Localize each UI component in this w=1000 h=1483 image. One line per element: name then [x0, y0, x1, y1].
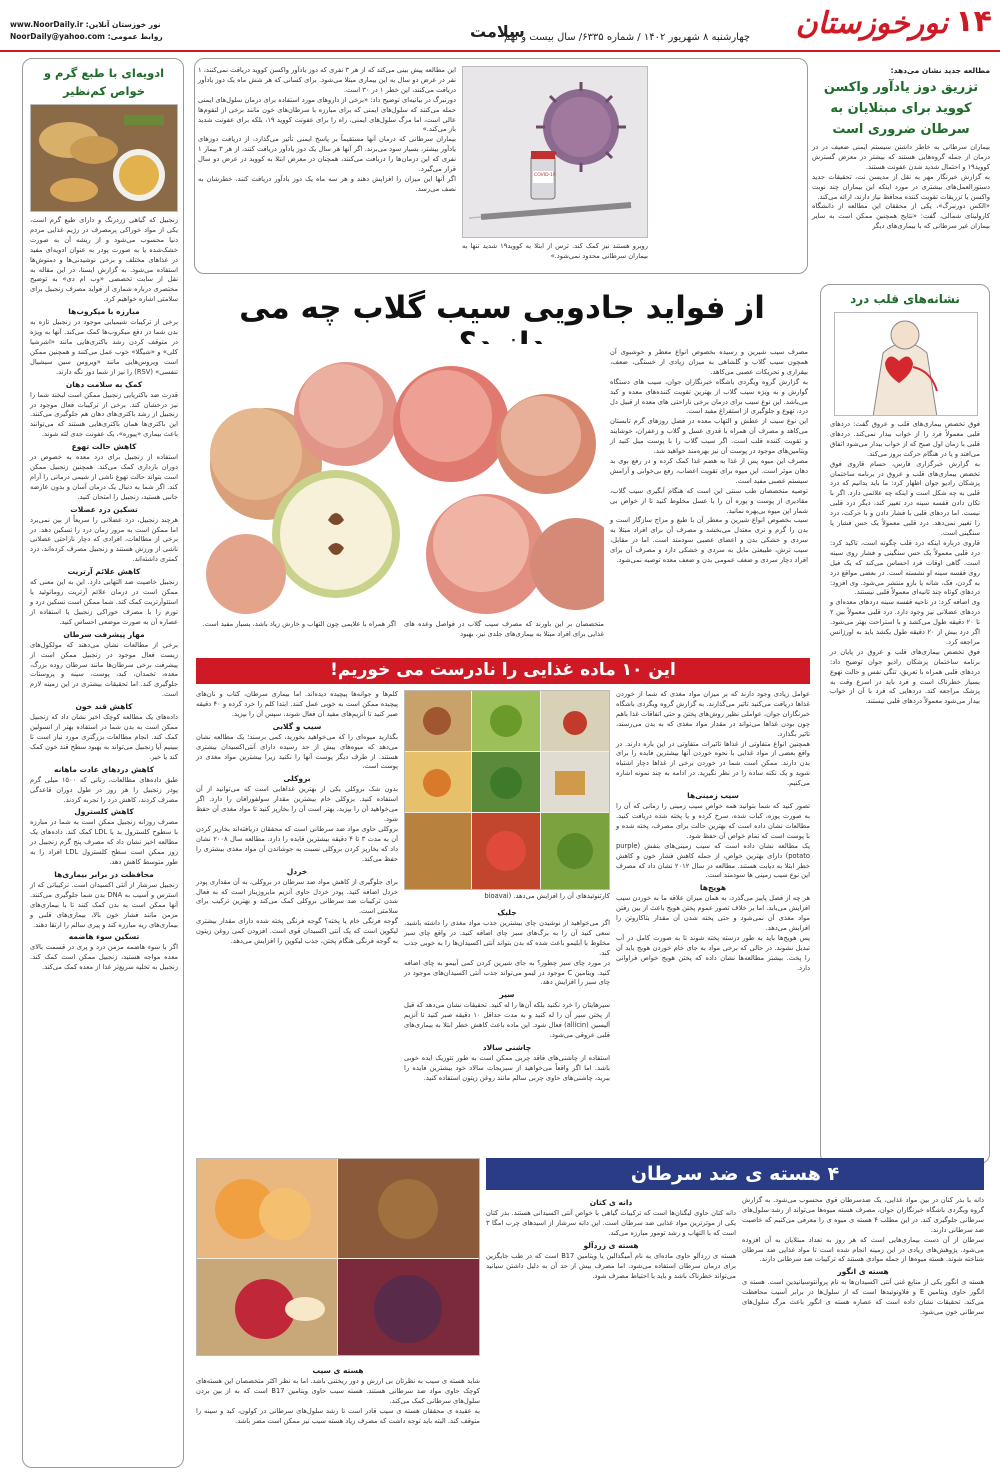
spices-paragraph: استفاده از زنجبیل برای درد معده به خصوص در دوران بارداری کمک می‌کند. همچنین زنجبیل ممکن است بتواند حالت تهوع ناشی از شیمی درمانی را آرام کند. اگر شما به دنبال یک درمان آسان و بدون عارضه جانبی هستید، زنجبیل را امتحان کنید.	[30, 453, 178, 501]
covid-headline: تزریق دوز یادآور واکسن کووید برای مبتلایان به سرطان ضروری است	[823, 80, 979, 137]
foods-paragraph: همچنین انواع متفاوتی از غذاها تاثیرات متفاوتی در این باره دارند. در واقع بعضی از مواد غذایی با نحوه خوردن آنها بیشترین فایده را برای بدن دارند. ممکن است شما در خوردن برخی از غذاها دچار اشتباه شوید و یک نکته ساده را در نظر نگیرید. در ادامه به چند نمونه اشاره می‌کنیم.	[616, 739, 810, 788]
foods-subheading: هویج‌ها	[699, 883, 727, 893]
cancer-headline: ۴ هسته ی ضد سرطان	[630, 1163, 840, 1185]
covid-col1	[812, 66, 990, 232]
foods-paragraph: بدون شک بروکلی یکی از بهترین غذاهایی است که می‌توانید از آن استفاده کنید. بروکلی خام بیشترین مقدار سولفورافان را دارد. اگر می‌خواهید آن را بپزید، بهتر است آن را بخارپز کنید تا مواد مغذی آن حفظ شود.	[196, 785, 398, 824]
cancer-paragraph: به عقیده ی محققان هسته ی سیب قادر است تا رشد سلول‌های سرطانی در کولون، کبد و سینه را متوقف کند. البته باید توجه داشت که مصرف زیاد هسته سیب نیز ممکن است مضر باشد.	[196, 1406, 480, 1425]
spices-subheading: کاهش قند خون	[75, 702, 133, 712]
cancer-paragraph: دانه یا بذر کتان در بین مواد غذایی، یک ضدسرطان قوی محسوب می‌شود. به گزارش گروه ویگردی باشگاه خبرنگاران جوان، مصرف هسته میوه‌ها می‌تواند از رشد سلول‌های سرطانی جلوگیری کند. در این مطلب ۴ هسته ی میوه ی را معرفی می‌کنیم که خاصیت ضد سرطانی دارند.	[742, 1196, 984, 1234]
spices-paragraph: هرچند زنجبیل، درد عضلانی را سریعاً از بین نمی‌برد اما ممکن است به مرور زمان درد را تسکین دهد. در برخی از مطالعات، افرادی که دچار ناراحتی عضلانی ناشی از ورزش هستند و زنجبیل مصرف کرده‌اند، درد کمتری داشته‌اند.	[30, 515, 178, 564]
covid-paragraph: اگر آنها این میزان را افزایش دهند و هر سه ماه یک دوز یادآور دریافت کنند، خطرشان به نصف می‌رسد.	[198, 174, 456, 193]
covid-paragraph: بیماران سرطانی به خاطر داشتن سیستم ایمنی ضعیف در در درمان از جمله گروه‌هایی هستند که بیشتر در معرض گسترش کووید۱۹ و احتمال شدید شدن عفونت هستند.	[812, 143, 990, 171]
section-title: سلامت	[470, 22, 525, 41]
spices-paragraph: برخی از مطالعات نشان می‌دهند که مولکول‌های زیست فعال موجود در زنجبیل ممکن است از پیشرفت برخی سرطان‌ها مانند سرطان روده بزرگ، معده، تخمدان، کبد، پوست، سینه و پروستات جلوگیری کند. اما تحقیقات بیشتری در این زمینه لازم است.	[30, 640, 178, 699]
covid-paragraph: بیماران سرطانی که درمان آنها مستقیماً بر پاسخ ایمنی تأثیر می‌گذارد، از دریافت دوزهای یادآور بیشتر، بسیار سود می‌برند. اگر آنها هر سال یک دوز یادآور دریافت کنند، از هر ۳ بیمار ۱ نفری که این درمان‌ها را دریافت می‌کنند، همچنان در معرض ابتلا به کووید در عرض دو سال قرار می‌گیرد.	[198, 135, 456, 174]
cancer-paragraph: هسته ی انگور یکی از منابع غنی آنتی اکسیدان‌ها به نام پروآنتوسیانیدین است. هسته ی انگور حاوی ویتامین E و فلاونوئیدها است که از سلول‌ها در برابر آسیب محافظت می‌کند. تحقیقات نشان داده است که عصاره هسته ی انگور باعث مرگ سلول‌های سرطانی خون می‌شود.	[742, 1278, 984, 1317]
seeds-collage-illustration	[196, 1159, 479, 1356]
spices-paragraph: برخی از ترکیبات شیمیایی موجود در زنجبیل تازه به بدن شما در دفع میکروب‌ها کمک می‌کند. آنها به ویژه در متوقف کردن رشد باکتری‌هایی مانند «اشرشیا کلی» و «شیگلا» خوب عمل می‌کنند و همچنین ممکن است ویروس‌هایی مانند «ویروس سین سیشیال تنفسی» (RSV) را نیز از شما دور نگه دارند.	[30, 318, 178, 376]
foods-headline: این ۱۰ ماده غذایی را نادرست می خوریم!	[330, 660, 676, 680]
apple-paragraph: سیب بخصوص انواع شیرین و معطر آن با طبع و مزاج سازگار است و بدن را گرم و تری معتدل می‌بخشد و مصرف آن برای افراد مبتلا به سردی و خشکی بدن و اعضای عصبی سودمند است. اما در مقابل، سیب ترش، طبیعتی مایل به سردی و خشکی دارد و مصرف آن برای افراد دچار سردی و ضعف عمومی بدن و ضعف معده توصیه نمی‌شود.	[610, 516, 808, 565]
foods-image	[404, 690, 610, 890]
newspaper-logo: نورخوزستان	[795, 6, 948, 41]
foods-subheading: جلبک	[497, 908, 517, 917]
spices-subheading: مهار پیشرفت سرطان	[63, 629, 145, 639]
covid-col2	[198, 66, 456, 195]
foods-paragraph: هر چه از فصل پاییز می‌گذرد، به همان میزان علاقه ما به خوردن سیب افزایش می‌یابد. اما بر خلاف تصور عموم پختن هویج باعث از بین رفتن مواد مغذی آن نمی‌شود و حتی پخته شدن آن مقدار بتاکاروتن را افزایش می‌دهد.	[616, 894, 810, 933]
heart-paragraph: به گزارش خبرگزاری فارس، حسام قاروی فوق تخصص بیماری‌های قلب و عروق در برنامه ساختمان پزشکان رادیو جوان اظهار کرد: ما باید بدانیم که درد قلبی به چه شکل است و اینکه چه علائمی دارد. اگر با تکان دادن قفسه سینه درد تغییر کند، دیگر درد قلبی نیست. اما دردهای قلبی با فشار دادن و با حرکت، درد را تغییر نمی‌دهد. درد قلبی معمولاً یک حس فشار یا سنگینی است.	[830, 459, 980, 537]
heart-paragraph: وی اضافه کرد: در ناحیه قفسه سینه دردهای معده‌ای و دردهای عضلانی نیز وجود دارد. درد قلبی معمولاً بین ۲ تا ۲۰ دقیقه طول می‌کشد و با استراحت بهتر می‌شود. اگر درد بیش از ۲۰ دقیقه طول بکشد باید به اورژانس مراجعه کرد.	[830, 598, 980, 646]
ginger-image	[30, 104, 178, 212]
foods-paragraph: برای جلوگیری از کاهش مواد ضد سرطان در بروکلی، به آن مقداری پودر خردل اضافه کنید. پودر خردل حاوی آنزیم مایروزیناز است که به فعال شدن ترکیبات ضد سرطانی بروکلی کمک می‌کند و بهترین ترکیب برای سلامتی است.	[196, 877, 398, 916]
spices-subheading: تسکین سوء هاضمه	[68, 932, 140, 942]
foods-subheading: سیب و گلابی	[272, 721, 322, 731]
apple-paragraph: مصرف سیب شیرین و رسیده بخصوص انواع معطر و خوشبوی آن همچون سیب گلاب و گلشاهی به میزان زیادی از خستگی، ضعف، بیقراری و تحریکات عصبی می‌کاهد.	[610, 348, 808, 376]
foods-paragraph: تصور کنید که شما بتوانید همه خواص سیب زمینی را زمانی که آن را به صورت پوره، کباب شده، سرخ کرده و یا پخته شده دریافت کنید. مطالعات نشان داده است که بهترین حالت برای مصرف، پخته شده و با پوست است که تمام خواص آن حفظ شود.	[616, 802, 810, 840]
foods-paragraph: بروکلی حاوی مواد ضد سرطانی است که محققان دریافته‌اند بخارپز کردن آن به مدت ۳ تا ۴ دقیقه بیشترین فایده را دارد. مطالعه سال ۲۰۰۸ نشان داد که بخارپز کردن بروکلی نسبت به جوشاندن آن مواد مغذی بیشتری را حفظ می‌کند.	[196, 824, 399, 863]
apple-paragraph: به گزارش گروه ویگردی باشگاه خبرنگاران جوان، سیب های دستگاه گوارش و به ویژه سیب گلاب از بهترین تقویت کننده‌های معده و کبد می‌باشد. این نوع سیب برای درمان برخی ناراحتی های معده از قبیل دل درد، تهوع و جلوگیری از استفراغ مفید است.	[610, 377, 808, 416]
spices-paragraph: قدرت ضد باکتریایی زنجبیل ممکن است لبخند شما را نیز درخشان کند. برخی از ترکیبات فعال موجود در زنجبیل از رشد باکتری‌های دهان هم جلوگیری می‌کنند. این باکتری‌ها همان باکتری‌هایی هستند که می‌توانند باعث بیماری «پیوره»، یک عفونت جدی لثه شوند.	[30, 390, 178, 439]
apple-paragraph: مصرف این میوه پس از غذا به هضم غذا کمک کرده و در رفع بوی بد دهان موثر است. این میوه برای تقویت اعصاب، رفع بی‌خوابی و آرامش سیستم عصبی مفید است.	[610, 456, 808, 485]
foods-paragraph: یک مطالعه نشان داده است که سیب زمینی‌های بنفش (purple potato) دارای بهترین خواص، از جمله کاهش فشار خون و کاهش خطر ابتلا به دیابت هستند. مطالعه در سال ۲۰۱۲ نشان داد که مصرف این نوع سیب زمینی ها سودمند است.	[616, 841, 811, 880]
spices-paragraph: اگر با سوء هاضمه مزمن درد و پری در قسمت بالای معده مواجه هستید، زنجبیل ممکن است کمک کند. زنجبیل به تخلیه سریع‌تر غذا از معده کمک می‌کند.	[30, 943, 178, 972]
heart-paragraph: فوق تخصص بیماری‌های قلب و عروق گفت: دردهای قلبی معمولاً فرد را از خواب بیدار نمی‌کند. دردهای قلبی با زمان اول صبح که از خواب بیدار می‌شود اتفاق می‌افتد و یا در هنگام حرکت بروز می‌کند.	[830, 420, 980, 458]
heart-paragraph: قاروی درباره اینکه درد قلب چگونه است، تاکید کرد: درد قلبی معمولاً یک حس سنگینی و فشار روی سینه است. گاهی اوقات فرد احساس می‌کند که یک فیل روی قفسه سینه او نشسته است. در بعضی مواقع درد به گردن، فک، شانه یا بازو منتشر می‌شود. وی افزود: دردهای کوتاه چند ثانیه‌ای معمولاً قلبی نیستند.	[830, 538, 980, 597]
foods-col3	[196, 690, 398, 947]
foods-col2	[404, 906, 610, 1084]
cancer-subheading: هسته ی سیب	[312, 1366, 364, 1375]
spices-headline: ادویه‌ای با طبع گرم و خواص کم‌نظیر	[43, 66, 165, 98]
heart-article	[820, 284, 990, 1164]
foods-paragraph: گوجه فرنگی خام یا پخته؟ گوجه فرنگی پخته شده دارای مقدار بیشتری لیکوپن است که یک آنتی اکسیدان قوی است. افزودن کمی روغن زیتون به گوجه فرنگی هنگام پختن، جذب لیکوپن را افزایش می‌دهد.	[196, 917, 398, 946]
covid-paragraph: این مطالعه پیش بینی می‌کند که از هر ۳ نفری که دوز یادآور واکسن کووید دریافت نمی‌کنند، ۱ نفر در عرض دو سال به این بیماری مبتلا می‌شود. برای کسانی که هر شش ماه یک دوز یادآور دریافت می‌کنند، این خطر ۱ در ۳۰ است.	[198, 66, 457, 94]
foods-collage-illustration	[404, 691, 609, 890]
foods-paragraph: کلم‌ها و جوانه‌ها پیچیده دیده‌اند. اما بیماری سرطان، کتاب و نان‌های پیچیده ممکن است به خوبی عمل کنند. ابتدا کلم را خرد کرده و ۴۰ دقیقه صبر کنید تا آنزیم‌های مفید آن فعال شوند، سپس آن را بپزید.	[196, 690, 398, 718]
foods-paragraph: در مورد چای سبز چطور؟ به جای شیرین کردن کمی آبیمو به چای اضافه کنید. ویتامین C موجود در لیمو می‌تواند جذب آنتی اکسیدان‌های موجود در چای سبز را افزایش دهد.	[404, 958, 610, 987]
apple-caption: اگر همراه با علایمی چون التهاب و خارش زیاد باشد، بسیار مفید است.	[202, 620, 396, 628]
spices-subheading: محافظت در برابر بیماری‌ها	[54, 869, 154, 879]
foods-subheading: سیر	[499, 990, 515, 1000]
foods-subheading: سیب زمینی‌ها	[687, 791, 739, 801]
covid-paragraph: دورنبرگ در بیانیه‌ای توضیح داد: «برخی از داروهای مورد استفاده برای درمان سلول‌های ایمنی حمله می‌کنند که سلول‌های ایمنی که برای مبارزه با سرطان‌های خون مانند برخی از لنفوم‌ها عالی است، اما مرگ سلول‌های ایمنی، راه را برای عفونت کووید ۱۹، بلکه برای عفونت شدید باز می‌کند.»	[198, 95, 457, 134]
spices-subheading: کاهش حالت تهوع	[71, 442, 137, 452]
cancer-col1	[742, 1196, 984, 1318]
covid-vaccine-image	[462, 66, 648, 238]
cancer-paragraph: هسته ی زردآلو حاوی ماده‌ای به نام آمیگدالین یا ویتامین B17 است که در طب جایگزین برای درمان سرطان استفاده می‌شود. اما مصرف بیش از حد آن به دلیل داشتن سیانید می‌تواند خطرناک باشد و باید با احتیاط مصرف شود.	[486, 1251, 737, 1280]
foods-paragraph: عوامل زیادی وجود دارند که بر میزان مواد مغذی که شما از خوردن غذاها دریافت می‌کنید تاثیر می‌گذارند. به گزارش گروه ویگردی باشگاه خبرنگاران جوان، عواملی نظیر روش‌های پختن و حتی اتفاقات غذا باهم چون بودن غذاها می‌تواند در مقدار مواد مغذی که به بدن می‌رسند، تاثیر بگذارد.	[615, 690, 810, 738]
site-line[interactable]: نور خوزستان آنلاین: www.NoorDaily.ir	[10, 20, 161, 29]
spices-subheading: تسکین درد عضلات	[70, 504, 138, 514]
rose-apples-illustration	[196, 344, 604, 616]
spices-paragraph: زنجبیل سرشار از آنتی اکسیدان است. ترکیباتی که از استرس و آسیب به DNA بدن شما جلوگیری می‌کنند. آنها ممکن است به بدن کمک کنند تا با بیماری‌های مزمن مانند فشار خون بالا، بیماری‌های قلبی و بیماری‌های ریه مبارزه کند و پیری سالم را ارتقا دهند.	[30, 880, 178, 929]
cancer-col2	[486, 1196, 736, 1281]
virus-vaccine-illustration	[462, 67, 647, 238]
email-line[interactable]: روابط عمومی: NoorDaily@yahoo.com	[10, 32, 163, 41]
spices-body	[30, 216, 178, 973]
date-line: چهارشنبه ۸ شهریور ۱۴۰۲ / شماره ۶۳۳۵/ سال بیست و نهم	[503, 32, 750, 43]
spices-paragraph: مصرف روزانه زنجبیل ممکن است به شما در مبارزه با سطوح کلسترول بد یا LDL کمک کند. داده‌های یک مطالعه اخیر نشان داد که مصرف پنج گرم زنجبیل در روز ممکن است سطح کلسترول LDL افراد را به طور متوسط کاهش دهد.	[30, 818, 178, 867]
spices-subheading: مبارزه با میکروب‌ها	[68, 307, 140, 317]
foods-paragraph: اگر می‌خواهید از نوشیدن چای بیشترین جذب مواد مغذی را داشته باشید، سعی کنید آن را به برگ‌های سبز چای اضافه کنید. در واقع چای سبز مخلوط با آبلیمو باعث شده که بدن بتواند آنتی اکسیدان‌ها را به خوبی جذب کند.	[404, 919, 610, 957]
spices-paragraph: داده‌های یک مطالعه کوچک اخیر نشان داد که زنجبیل ممکن است به بدن شما در استفاده بهتر از انسولین کمک کند. انجام مطالعات بزرگتری مورد نیاز است تا ببینیم آیا زنجبیل می‌تواند به بهبود سطح قند خون کمک کند یا خیر.	[30, 713, 178, 761]
foods-col1	[616, 690, 810, 974]
vial-label: COVID-19	[534, 173, 556, 178]
covid-caption: روبرو هستند نیز کمک کند. ترس از ابتلا به کووید۱۹ شدید تنها به بیماران سرطانی محدود نمی‌شود.»	[462, 242, 648, 260]
foods-subheading: چاشنی سالاد	[482, 1042, 532, 1052]
apple-headline: از فواید جادویی سیب گلاب چه می	[239, 290, 765, 326]
covid-kicker: مطالعه جدید نشان می‌دهد:	[890, 66, 990, 75]
cancer-subheading: هسته ی زردآلو	[583, 1240, 639, 1250]
foods-subheading: خردل	[286, 866, 308, 876]
spices-subheading: کاهش دردهای عادت ماهانه	[54, 764, 154, 774]
spices-subheading: کاهش کلسترول	[74, 807, 134, 817]
cancer-paragraph: دانه کتان حاوی لیگنان‌ها است که ترکیبات گیاهی با خواص آنتی اکسیدانی هستند. بذر کتان یکی از موثرترین مواد غذایی ضد سرطان است. این دانه سرشار از اسیدهای چرب امگا ۳ است که با التهاب و رشد تومور مبارزه می‌کند.	[486, 1209, 736, 1237]
spices-subheading: کمک به سلامت دهان	[65, 379, 143, 389]
spices-paragraph: طبق داده‌های مطالعات، زنانی که ۱۵۰۰ میلی گرم پودر زنجبیل را هر روز در طول دوران قاعدگی مصرف کردند، کاهش درد را تجربه کردند.	[30, 775, 178, 804]
page-number: ۱۴	[955, 4, 992, 39]
chest-pain-illustration	[834, 313, 977, 416]
foods-caption: کارتنوئیدهای آن را افزایش می‌دهد. (bioavai	[484, 892, 610, 900]
cancer-paragraph: سرطان از آن دست بیماری‌هایی است که هر روز به تعداد مبتلایان به آن افزوده می‌شود. پژوهش‌های زیادی در این زمینه انجام شده است تا مواد غذایی ضد سرطان شناخته شوند. هسته میوه‌ها از جمله موادی هستند که ترکیبات ضد سرطانی دارند.	[742, 1235, 984, 1264]
foods-paragraph: بگذارید میوه‌ای را که می‌خواهید بخورید، کمی برسند؛ یک مطالعه نشان می‌دهد که میوه‌های بیش از حد رسیده دارای آنتی‌اکسیدان بیشتری هستند. از طرف دیگر پوست آنها را نکنید زیرا بیشترین مواد مغذی در پوست است.	[196, 732, 398, 771]
masthead	[0, 0, 1000, 52]
cancer-paragraph: شاید هسته ی سیب به نظرتان بی ارزش و دور ریختنی باشد. اما به نظر اکثر متخصصان این هسته‌های کوچک حاوی مواد ضد سرطانی هستند. هسته سیب حاوی ویتامین B17 است که به از بین بردن سلول‌های سرطانی کمک می‌کند.	[196, 1377, 480, 1405]
cancer-subheading: هسته ی انگور	[837, 1267, 889, 1277]
foods-paragraph: استفاده از چاشنی‌های فاقد چربی ممکن است به طور تئوریک ایده خوبی باشد. اما اگر واقعاً می‌خواهید از سبزیجات سالاد خود بیشترین فایده را ببرید، چاشنی‌های حاوی چربی سالم مانند روغن زیتون استفاده کنید.	[404, 1053, 610, 1082]
covid-paragraph: به گزارش خبرنگار مهر به نقل از مدیسن نت، تحقیقات جدید دستورالعمل‌های بیشتری در مورد اینکه این بیماران چند نوبت واکسن یا تزریقات تقویت کننده محافظ نیاز دارند، ارائه می‌کند.	[812, 172, 990, 201]
apple-body	[610, 348, 808, 566]
spices-paragraph: زنجبیل که گیاهی زردرنگ و دارای طبع گرم است، یکی از مواد خوراکی پرمصرف در رژیم غذایی مردم دنیا محسوب می‌شود و از ریشه آن به صورت خشک‌شده یا به صورت پودر به عنوان ادویه‌ای مفید در غذاهای مختلف و برخی نوشیدنی‌ها و دمنوش‌ها استفاده می‌شود. به گزارش ایسنا، در این مقاله به نقل از سایت تخصصی «وب ام دی» به توضیح مختصری درباره شماری از فواید مصرف زنجبیل برای سلامتی اشاره خواهیم کرد.	[30, 216, 178, 304]
covid-paragraph: «الکس دورنبرگ»، یکی از محققان این مطالعه از دانشگاه کارولینای شمالی، گفت: «نتایج همچنین ممکن است به سایر بیماران غیر سرطانی که با بیماری‌های دیگر	[812, 202, 990, 231]
foods-paragraph: سیرهایتان را خرد نکنید بلکه آن‌ها را له کنید. تحقیقات نشان می‌دهد که قبل از پختن سیر آن را له کنید و به مدت حداقل ۱۰ دقیقه صبر کنید تا آنزیم آلیسین (allicin) فعال شود. این ماده باعث کاهش خطر ابتلا به بیماری‌های قلبی عروقی می‌شود.	[404, 1001, 611, 1040]
spices-paragraph: زنجبیل خاصیت ضد التهابی دارد. این به این معنی که ممکن است در درمان علائم آرتریت روماتوئید یا استئوآرتریت کمک کند. شما ممکن است تسکین درد و تورم را با مصرف خوراکی زنجبیل یا استفاده از عصاره آن به صورت موضعی احساس کنید.	[30, 578, 178, 626]
apple-image	[196, 344, 604, 616]
foods-paragraph: پس هویج‌ها باید به طور درسته پخته شوند تا به صورت کامل در آب تبدیل نشوند. در حالی که برخی مواد به جای خام خوردن هویج باید آن را پخت. بیشتر مطالعه‌ها نشان داده که پختن هویج خواص فراوانی دارد.	[616, 933, 810, 972]
apple-paragraph: توصیه متخصصان طب سنتی این است که هنگام آبگیری سیب گلاب، مقادیری از پوست و پوره آن را با عسل مخلوط کنید تا از خواص بی شمار این میوه بی‌بهره نمانید.	[610, 486, 808, 515]
ginger-illustration	[30, 105, 177, 212]
cancer-col3	[196, 1364, 480, 1427]
cancer-subheading: دانه ی کتان	[589, 1198, 633, 1207]
heart-body	[830, 420, 980, 707]
spices-subheading: کاهش علائم آرتریت	[67, 567, 141, 577]
apple-paragraph: این نوع سیب از عطش و التهاب معده در فصل روزهای گرم تابستان می‌کاهد و مصرف آن همراه با قدری عسل و گلاب و زعفران، خوشایند و تقویت کننده قلب است. اگر سیب گلاب را با پوست میل کنید از ویتامین‌های موجود در پوست آن نیز بهره‌مند خواهید شد.	[610, 417, 808, 456]
heart-paragraph: فوق تخصص بیماری‌های قلب و عروق در پایان در برنامه ساختمان پزشکان رادیو جوان توضیح داد: دردهای قلبی همراه با تعریق، تنگی نفس و حالت تهوع بسیار خطرناک است و فرد باید در اسرع وقت به پزشک مراجعه کند. دردهایی که فرد با آن از خواب بیدار می‌شود معمولاً دردهای قلبی نیستند.	[830, 647, 980, 706]
heart-image	[834, 312, 978, 416]
seeds-image	[196, 1158, 480, 1356]
foods-subheading: بروکلی	[283, 774, 311, 784]
heart-headline: نشانه‌های قلب درد	[850, 292, 960, 306]
apple-caption: متخصصان بر این باورند که مصرف سیب گلاب در فواصل وعده های غذایی برای افراد مبتلا به بیماری‌های جلدی نیز، بهبود	[404, 620, 604, 638]
